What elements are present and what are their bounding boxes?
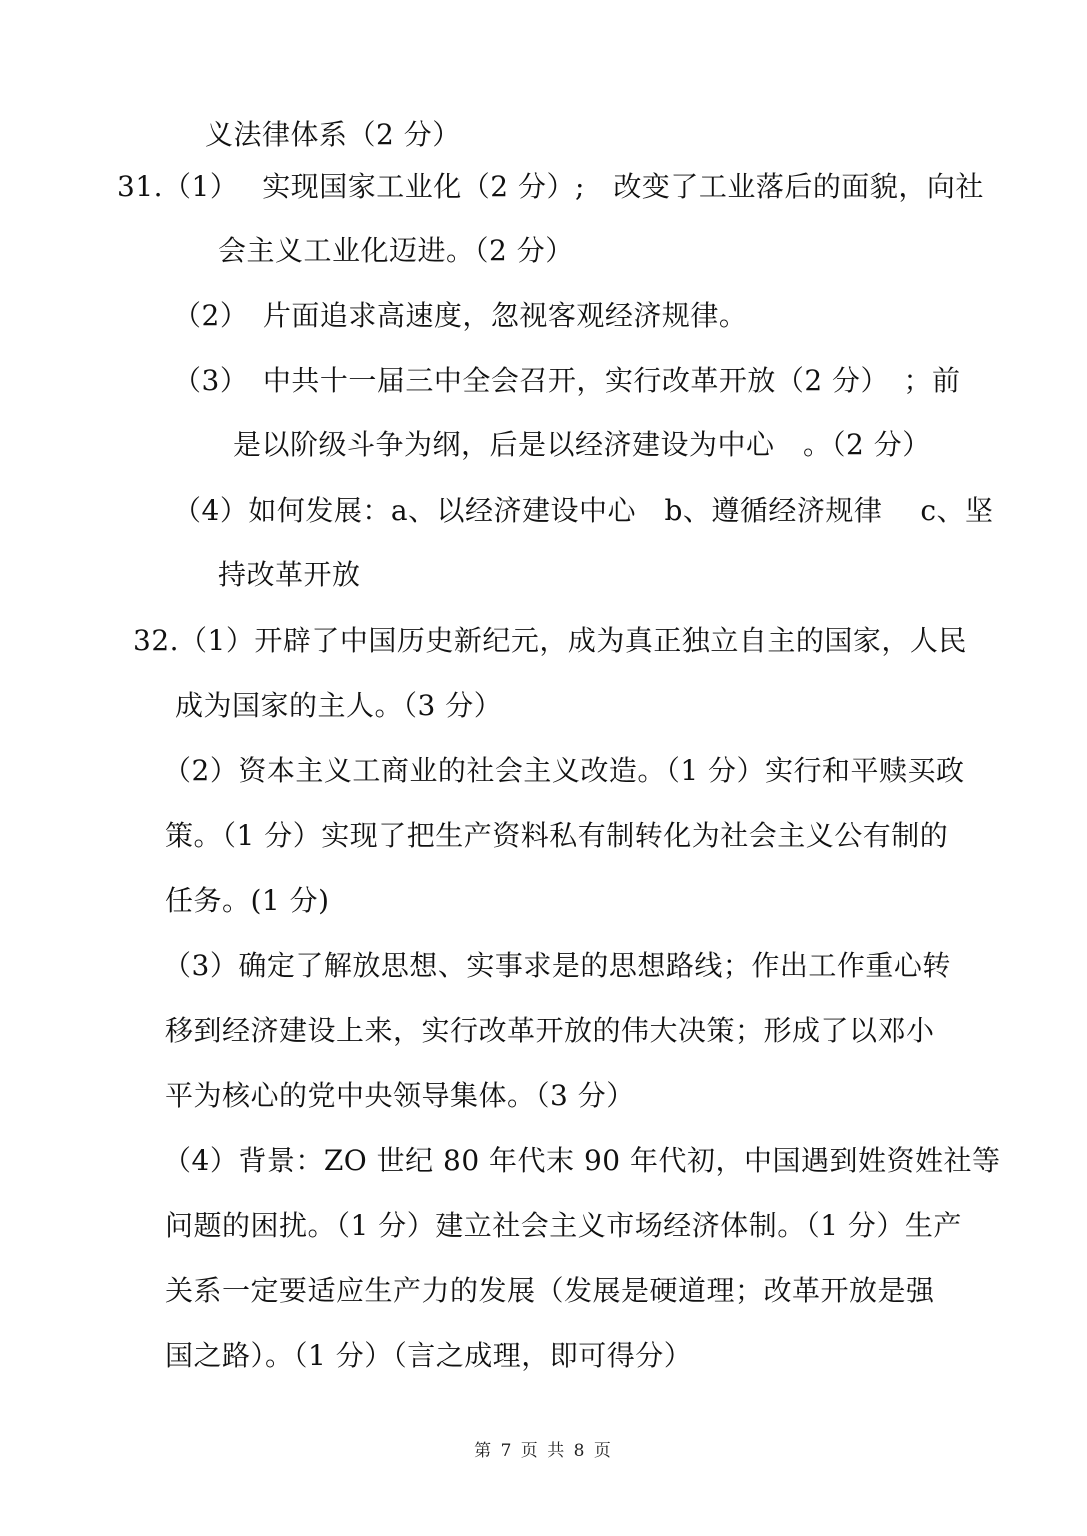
text-line: （3）确定了解放思想、实事求是的思想路线；作出工作重心转: [163, 949, 951, 982]
text-line: （2）资本主义工商业的社会主义改造。（1 分）实行和平赎买政: [163, 754, 965, 787]
text-line: （2） 片面追求高速度，忽视客观经济规律。: [173, 299, 748, 332]
text-line: 会主义工业化迈进。（2 分）: [218, 234, 574, 267]
text-line: 问题的困扰。（1 分）建立社会主义市场经济体制。（1 分）生产: [165, 1209, 962, 1242]
text-line: 任务。(1 分): [165, 884, 330, 917]
text-line: 关系一定要适应生产力的发展（发展是硬道理；改革开放是强: [165, 1274, 935, 1307]
text-line: 移到经济建设上来，实行改革开放的伟大决策；形成了以邓小: [165, 1014, 935, 1047]
text-line: 义法律体系（2 分）: [205, 118, 461, 151]
text-line: 策。（1 分）实现了把生产资料私有制转化为社会主义公有制的: [165, 819, 949, 852]
text-line: 成为国家的主人。（3 分）: [175, 689, 503, 722]
text-line: 国之路）。（1 分）（言之成理，即可得分）: [165, 1339, 693, 1372]
question-31-line: 31.（1） 实现国家工业化（2 分）; 改变了工业落后的面貌，向社: [117, 170, 984, 203]
text-line: 持改革开放: [218, 558, 361, 591]
text-line: 是以阶级斗争为纲，后是以经济建设为中心 。（2 分）: [233, 428, 931, 461]
text-line: （4）如何发展：a、以经济建设中心 b、遵循经济规律 c、坚: [173, 494, 994, 527]
page-footer: 第 7 页 共 8 页: [474, 1441, 613, 1461]
text-line: （4）背景：ZO 世纪 80 年代末 90 年代初，中国遇到姓资姓社等: [163, 1144, 1001, 1177]
text-line: （3） 中共十一届三中全会召开，实行改革开放（2 分） ；前: [173, 364, 961, 397]
text-line: 平为核心的党中央领导集体。（3 分）: [165, 1079, 635, 1112]
question-32-line: 32.（1）开辟了中国历史新纪元，成为真正独立自主的国家，人民: [133, 624, 967, 657]
